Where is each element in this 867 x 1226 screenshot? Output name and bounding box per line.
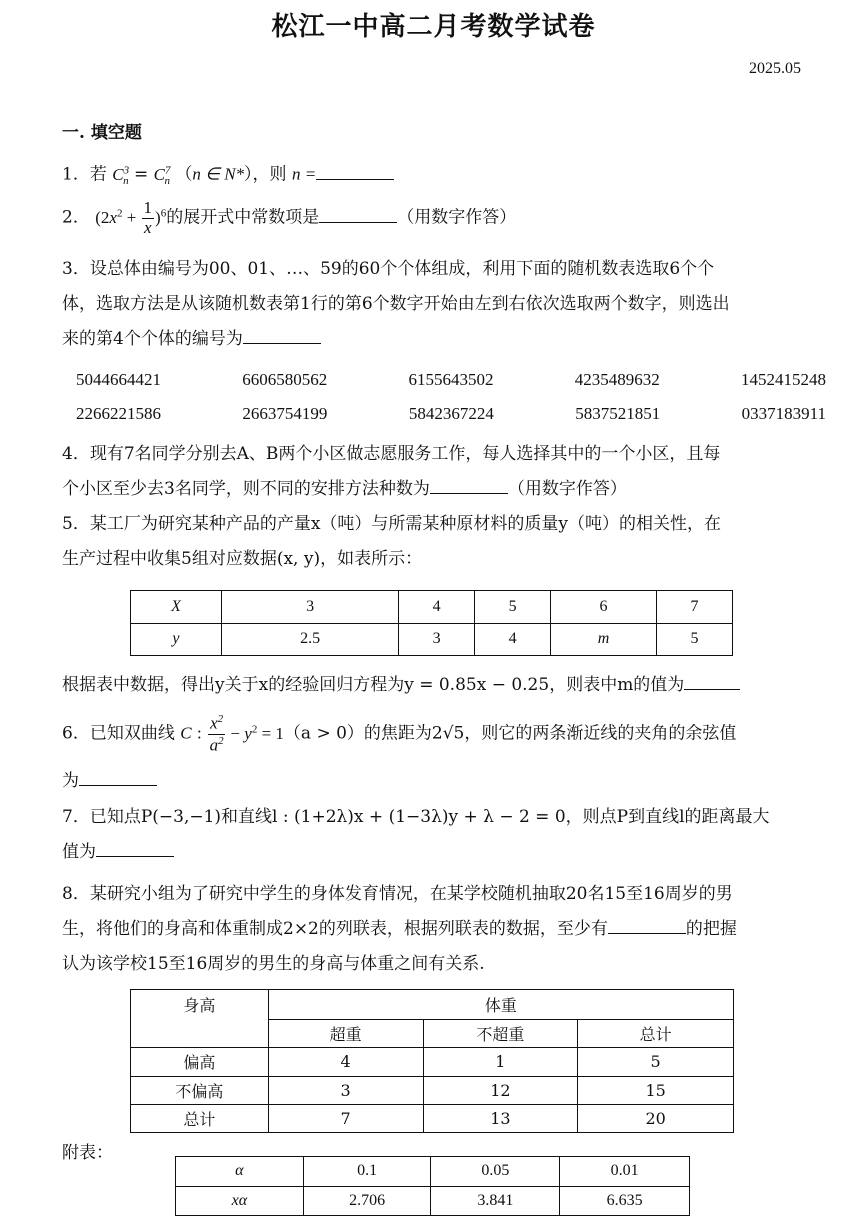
answer-blank <box>243 325 321 344</box>
question-8: 8．某研究小组为了研究中学生的身体发育情况，在某学校随机抽取20名15至16周岁的男 生，将他们的身高和体重制成2×2的列联表，根据列联表的数据，至少有 的把握 认为该学校15至16周岁的男生的身高与体重之间有关系. <box>62 884 737 974</box>
answer-blank <box>608 915 686 934</box>
question-6-line-2: 为 <box>62 764 802 799</box>
random-table-row-2: 2266221586 2663754199 5842367224 5837521851 0337183911 <box>76 404 826 423</box>
answer-blank <box>96 838 174 857</box>
page-title: 松江一中高二月考数学试卷 <box>271 12 596 42</box>
question-5-conclusion: 根据表中数据，得出y关于x的经验回归方程为y = 0.85x − 0.25，则表中m的值为 <box>62 668 822 703</box>
question-1: 1．若 $C^3_n = C^7_n$ （n ∈ N*），则 n = <box>62 153 802 199</box>
xy-data-table: X 3 4 5 6 7 y 2.5 3 4 m 5 <box>130 590 733 656</box>
question-2: 2． ($2x^2$ + $\frac{1}{x}$ )$^6$的展开式中常数项是 （用数字作答） <box>62 197 517 237</box>
question-4: 4．现有7名同学分别去A、B两个小区做志愿服务工作，每人选择其中的一个小区，且每 个小区至少去3名同学，则不同的安排方法种数为 （用数字作答） <box>62 444 721 499</box>
random-table-row-1: 5044664421 6606580562 6155643502 4235489632 1452415248 <box>76 370 826 389</box>
question-3: 3．设总体由编号为00、01、…、59的60个个体组成，利用下面的随机数表选取6个个 体，选取方法是从该随机数表第1行的第6个数字开始由左到右依次选取两个数字，则选出 来的第4个个体的编号为 <box>62 259 730 349</box>
answer-blank <box>684 671 740 690</box>
answer-blank <box>79 767 157 786</box>
question-5: 5．某工厂为研究某种产品的产量x（吨）与所需某种原材料的质量y（吨）的相关性，在 生产过程中收集5组对应数据(x, y)，如表所示： <box>62 514 722 569</box>
critical-value-table: α 0.1 0.05 0.01 xα 2.706 3.841 6.635 <box>175 1156 690 1216</box>
section-heading: 一. 填空题 <box>62 123 142 143</box>
exam-date: 2025.05 <box>749 60 801 77</box>
question-6: 6．已知双曲线 C : $\frac{x^2}{a^2}$ − $y^2 = 1(a > 0)$的焦距为2√5，则它的两条渐近线的夹角的余弦值 <box>62 713 737 755</box>
answer-blank <box>316 161 394 180</box>
contingency-table: 身高 体重 超重 不超重 总计 偏高 4 1 5 不偏高 3 12 15 总计 7 13 20 <box>130 989 734 1133</box>
appendix-label: 附表： <box>62 1143 113 1163</box>
answer-blank <box>430 475 508 494</box>
answer-blank <box>319 204 397 223</box>
question-7: 7．已知点P(−3,−1)和直线l : (1+2λ)x + (1−3λ)y + λ − 2 = 0，则点P到直线l的距离最大 值为 <box>62 807 770 862</box>
